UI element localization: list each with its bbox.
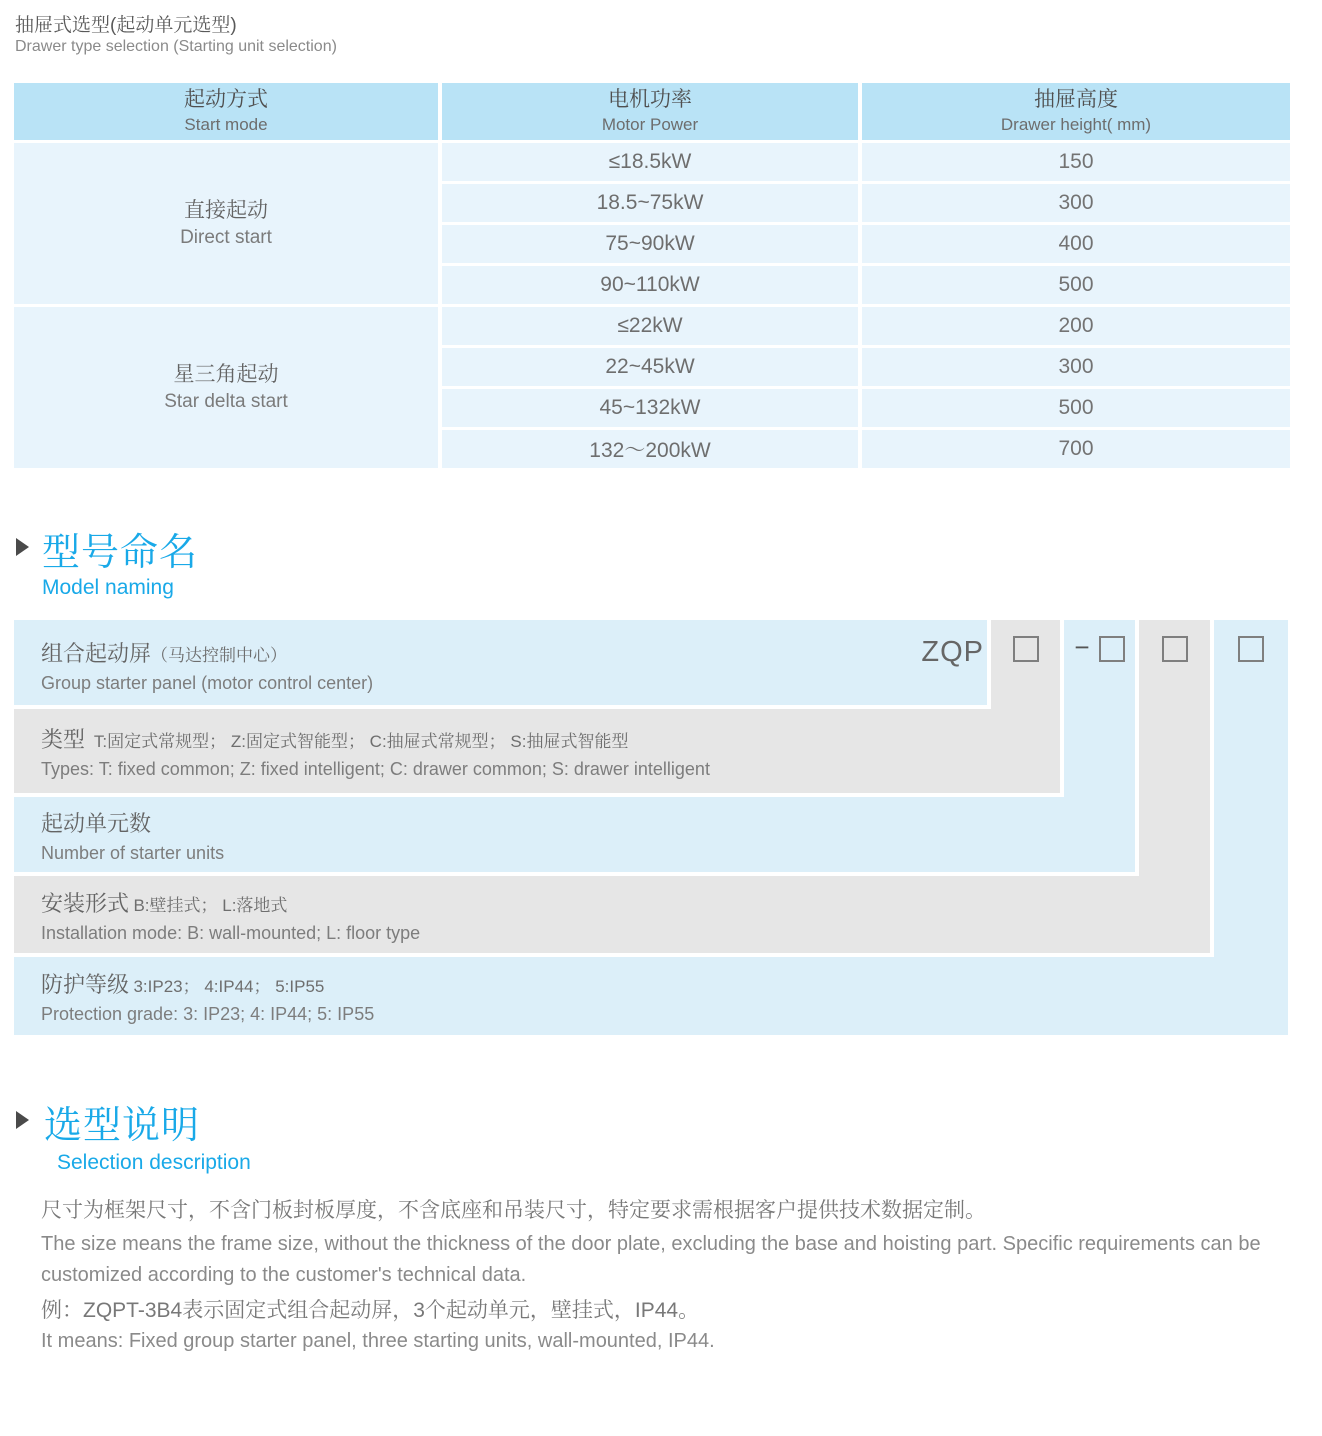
description-line2-zh: 例：ZQPT-3B4表示固定式组合起动屏，3个起动单元，壁挂式，IP44。 — [41, 1299, 700, 1322]
table-cell-height: 300 — [862, 184, 1290, 222]
direct-start-en: Direct start — [180, 226, 272, 248]
table-cell-power: 45~132kW — [442, 389, 858, 427]
table-cell-power: 18.5~75kW — [442, 184, 858, 222]
naming-row3-zh: 起动单元数 — [41, 811, 152, 836]
naming-row2-en: Types: T: fixed common; Z: fixed intelligent; C: drawer common; S: drawer intelligent — [41, 759, 710, 779]
table-cell-height: 200 — [862, 307, 1290, 345]
drawer-selection-table — [14, 83, 1290, 468]
description-line1-zh: 尺寸为框架尺寸，不含门板封板厚度，不含底座和吊装尺寸，特定要求需根据客户提供技术数据定制。 — [41, 1199, 986, 1222]
selection-description-heading-en: Selection description — [57, 1151, 251, 1174]
model-code-prefix: ZQP — [921, 636, 984, 668]
code-column-units — [1064, 620, 1135, 872]
selection-description-heading-zh: 选型说明 — [44, 1105, 201, 1147]
naming-row3-en: Number of starter units — [41, 843, 225, 863]
naming-row4-zh: 安装形式 — [41, 891, 130, 916]
naming-row-types — [14, 709, 1060, 793]
naming-row5-zh-detail: 3:IP23； 4:IP44； 5:IP55 — [133, 977, 325, 996]
code-dash: − — [1074, 632, 1090, 662]
naming-row2-zh: 类型 — [41, 727, 86, 752]
header-drawer-height-zh: 抽屉高度 — [1034, 87, 1118, 111]
naming-row-starter-units — [14, 797, 1135, 872]
table-cell-height: 300 — [862, 348, 1290, 386]
star-delta-start-zh: 星三角起动 — [173, 362, 279, 386]
header-drawer-height-en: Drawer height( mm) — [1000, 115, 1152, 135]
code-column-protection — [1214, 620, 1288, 1035]
group-cell-direct-start — [14, 143, 438, 304]
table-cell-height: 700 — [862, 430, 1290, 468]
table-cell-height: 150 — [862, 143, 1290, 181]
table-cell-power: 75~90kW — [442, 225, 858, 263]
table-cell-height: 400 — [862, 225, 1290, 263]
description-line1-en: The size means the frame size, without the thickness of the door plate, excluding the base and hoisting part. Specific requirements can be customized according to the customer's technical data. — [41, 1233, 1261, 1286]
model-naming-heading-zh: 型号命名 — [42, 532, 199, 574]
col-header-motor-power — [442, 83, 858, 140]
naming-row-installation-mode — [14, 876, 1210, 953]
table-cell-power: 90~110kW — [442, 266, 858, 304]
model-naming-diagram — [14, 620, 1288, 1035]
naming-row-group-starter-panel — [14, 620, 987, 705]
header-motor-power-en: Motor Power — [601, 115, 699, 135]
naming-row5-en: Protection grade: 3: IP23; 4: IP44; 5: IP55 — [41, 1004, 375, 1024]
star-delta-start-en: Star delta start — [164, 390, 288, 412]
naming-row-protection-grade — [14, 957, 1288, 1035]
section-arrow-icon — [16, 1111, 29, 1129]
col-header-drawer-height — [862, 83, 1290, 140]
naming-row4-zh-detail: B:壁挂式； L:落地式 — [133, 896, 288, 915]
col-header-start-mode — [14, 83, 438, 140]
code-column-installation — [1139, 620, 1210, 953]
header-start-mode-zh: 起动方式 — [184, 87, 268, 111]
description-line2-en: It means: Fixed group starter panel, three starting units, wall-mounted, IP44. — [41, 1330, 715, 1352]
code-box-protection — [1238, 636, 1264, 662]
code-box-type — [1013, 636, 1039, 662]
table-cell-power: ≤22kW — [442, 307, 858, 345]
table-cell-power: ≤18.5kW — [442, 143, 858, 181]
table-cell-height: 500 — [862, 266, 1290, 304]
code-box-installation — [1162, 636, 1188, 662]
code-box-units — [1099, 636, 1125, 662]
naming-row1-en: Group starter panel (motor control center) — [41, 673, 374, 693]
naming-row1-zh-detail: （马达控制中心） — [151, 646, 288, 665]
naming-row4-en: Installation mode: B: wall-mounted; L: floor type — [41, 923, 421, 943]
model-naming-heading-en: Model naming — [42, 576, 174, 599]
direct-start-zh: 直接起动 — [184, 198, 268, 222]
naming-row2-zh-detail: T:固定式常规型； Z:固定式智能型； C:抽屉式常规型； S:抽屉式智能型 — [93, 732, 629, 751]
naming-row1-zh: 组合起动屏 — [41, 641, 152, 666]
page-title-zh: 抽屉式选型(起动单元选型) — [15, 15, 237, 36]
table-cell-power: 132～200kW — [442, 430, 858, 468]
table-cell-height: 500 — [862, 389, 1290, 427]
section-arrow-icon — [16, 538, 29, 556]
group-cell-star-delta-start — [14, 307, 438, 468]
code-column-type — [991, 620, 1060, 793]
page-title-en: Drawer type selection (Starting unit selection) — [15, 38, 337, 55]
naming-row5-zh: 防护等级 — [41, 972, 130, 997]
header-start-mode-en: Start mode — [184, 115, 268, 135]
table-cell-power: 22~45kW — [442, 348, 858, 386]
header-motor-power-zh: 电机功率 — [608, 87, 692, 111]
